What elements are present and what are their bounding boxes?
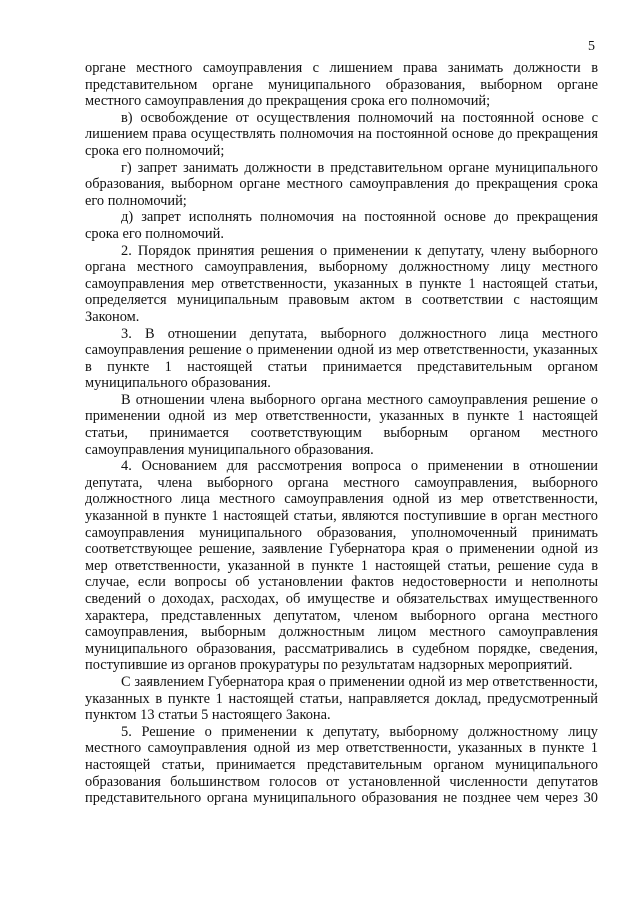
paragraph-item-d: д) запрет исполнять полномочия на постоянной основе до прекращения срока его полномочий. <box>85 209 598 242</box>
paragraph-point-2: 2. Порядок принятия решения о применении к депутату, члену выборного органа местного самоуправления, выборному должностному лицу местного самоуправления мер ответственности, указанных в пункте 1 настоящей статьи, определяется муниципальным правовым актом в соответствии с настоящим Законом. <box>85 242 598 325</box>
document-body <box>85 60 598 807</box>
page-number: 5 <box>588 39 595 54</box>
paragraph-point-4-part-2: С заявлением Губернатора края о применении одной из мер ответственности, указанных в пункте 1 настоящей статьи, направляется доклад, предусмотренный пунктом 13 статьи 5 настоящего Закона. <box>85 673 598 724</box>
paragraph-point-3-part-2: В отношении члена выборного органа местного самоуправления решение о применении одной из мер ответственности, указанных в пункте 1 настоящей статьи, принимается соответствующим выборным органом местного самоуправления муниципального образования. <box>85 391 598 458</box>
paragraph-continuation: органе местного самоуправления с лишением права занимать должности в представительном органе муниципального образования, выборном органе местного самоуправления до прекращения срока его полномочий; <box>85 60 598 110</box>
paragraph-item-v: в) освобождение от осуществления полномочий на постоянной основе с лишением права осуществлять полномочия на постоянной основе до прекращения срока его полномочий; <box>85 109 598 159</box>
paragraph-point-4: 4. Основанием для рассмотрения вопроса о применении в отношении депутата, члена выборного органа местного самоуправления, выборного должностного лица местного самоуправления одной из мер ответственности, указанной в пункте 1 настоящей статьи, являются поступившие в орган местного самоуправления муниципального образования, уполномоченный принимать соответствующее решение, заявление Губернатора края о применении одной из мер ответственности, указанной в пункте 1 настоящей статьи, решение суда в случае, если вопросы об установлении фактов недостоверности и неполноты сведений о доходах, расходах, об имуществе и обязательствах имущественного характера, представленных депутатом, членом выборного органа местного самоуправления, выборным должностным лицом местного самоуправления муниципального образования, рассматривались в судебном порядке, сведения, поступившие из органов прокуратуры по результатам надзорных мероприятий. <box>85 458 598 674</box>
paragraph-item-g: г) запрет занимать должности в представительном органе муниципального образования, выборном органе местного самоуправления до прекращения срока его полномочий; <box>85 159 598 209</box>
paragraph-point-5: 5. Решение о применении к депутату, выборному должностному лицу местного самоуправления одной из мер ответственности, указанных в пункте 1 настоящей статьи, принимается представительным органом муниципального образования большинством голосов от установленной численности депутатов представительного органа муниципального образования не позднее чем через 30 <box>85 723 598 807</box>
paragraph-point-3: 3. В отношении депутата, выборного должностного лица местного самоуправления решение о применении одной из мер ответственности, указанных в пункте 1 настоящей статьи принимается представительным органом муниципального образования. <box>85 325 598 392</box>
